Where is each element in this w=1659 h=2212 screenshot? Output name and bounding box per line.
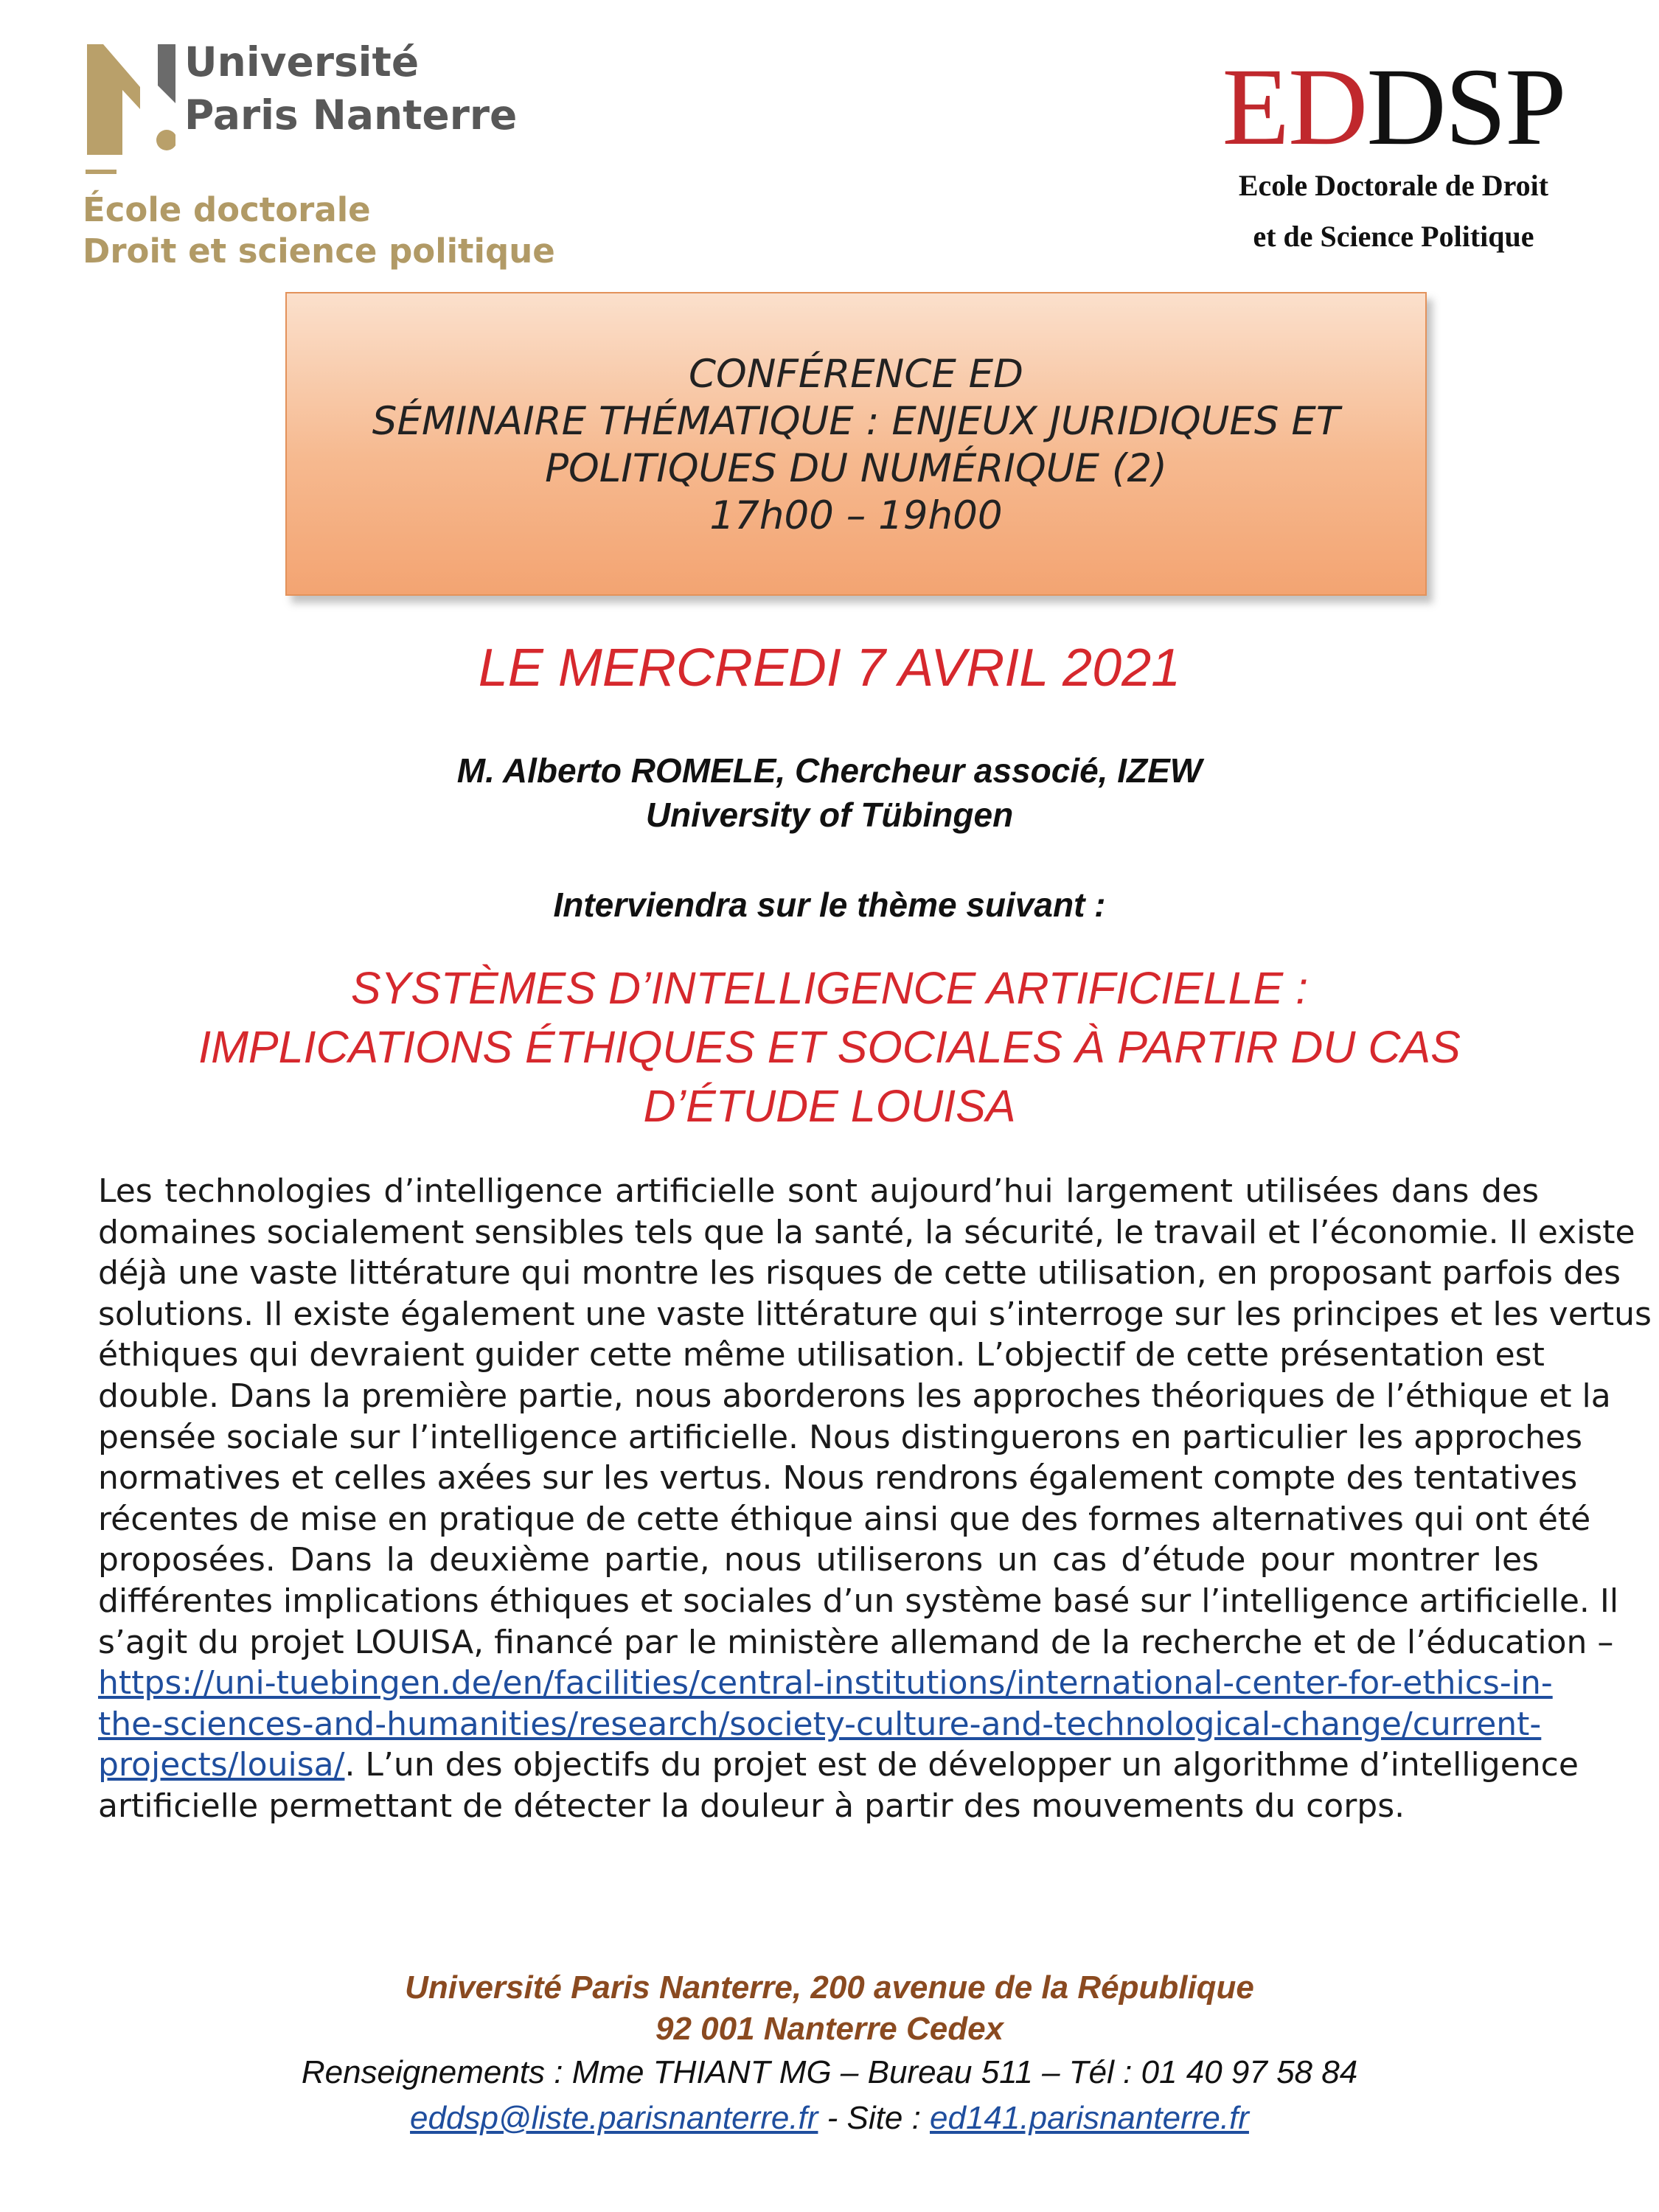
- nanterre-logo-icon: [87, 44, 175, 155]
- louisa-link-line[interactable]: [98, 1704, 1542, 1745]
- eddsp-subtitle-1: Ecole Doctorale de Droit: [1238, 169, 1549, 202]
- logo-divider: [86, 170, 116, 174]
- talk-title: SYSTÈMES D’INTELLIGENCE ARTIFICIELLE : IMPLICATIONS ÉTHIQUES ET SOCIALES À PARTIR DU CAS D’ÉTUDE LOUISA: [198, 963, 1461, 1131]
- eddsp-subtitle-2: et de Science Politique: [1253, 220, 1534, 253]
- conference-box: [285, 292, 1427, 596]
- louisa-project-link[interactable]: the-sciences-and-humanities/research/society-culture-and-technological-change/current-: [98, 1705, 1542, 1743]
- abstract-line: récentes de mise en pratique de cette éthique ainsi que des formes alternatives qui ont été: [98, 1500, 1591, 1538]
- footer-links: [0, 2096, 1659, 2141]
- conference-time: 17h00 – 19h00: [709, 493, 1003, 538]
- conference-line: POLITIQUES DU NUMÉRIQUE (2): [545, 446, 1167, 491]
- site-link[interactable]: ed141.parisnanterre.fr: [930, 2100, 1249, 2136]
- abstract-line: artificielle permettant de détecter la douleur à partir des mouvements du corps.: [98, 1787, 1405, 1825]
- email-link[interactable]: eddsp@liste.parisnanterre.fr: [410, 2100, 818, 2136]
- speaker-block: [0, 748, 1659, 837]
- eddsp-logo: [1202, 46, 1585, 265]
- abstract-line: s’agit du projet LOUISA, financé par le ministère allemand de la recherche et de l’éducation –: [98, 1623, 1614, 1661]
- abstract-line: différentes implications éthiques et sociales d’un système basé sur l’intelligence artificielle. Il: [98, 1582, 1619, 1620]
- abstract-line: normatives et celles axées sur les vertus. Nous rendrons également compte des tentatives: [98, 1459, 1578, 1498]
- doctoral-school-line-2: Droit et science politique: [83, 232, 555, 271]
- abstract-line: déjà une vaste littérature qui montre les risques de cette utilisation, en proposant parfois des: [98, 1254, 1621, 1293]
- footer: [0, 1967, 1659, 2141]
- footer-address: Université Paris Nanterre, 200 avenue de la République: [405, 1969, 1254, 2006]
- abstract-line: solutions. Il existe également une vaste littérature qui s’interroge sur les principes et les vertus: [98, 1295, 1652, 1333]
- abstract-line: Les technologies d’intelligence artificielle sont aujourd’hui largement utilisées dans des: [98, 1172, 1539, 1210]
- conference-line: CONFÉRENCE ED: [689, 352, 1023, 397]
- abstract-line: projects/louisa/. L’un des objectifs du projet est de développer un algorithme d’intelligence: [98, 1746, 1579, 1784]
- theme-intro: Interviendra sur le thème suivant :: [553, 886, 1106, 924]
- footer-contact: Renseignements : Mme THIANT MG – Bureau 511 – Tél : 01 40 97 58 84: [301, 2054, 1358, 2090]
- doctoral-school-line-1: École doctorale: [83, 190, 371, 229]
- abstract-line: domaines socialement sensibles tels que la santé, la sécurité, le travail et l’économie. Il existe: [98, 1213, 1635, 1251]
- louisa-link-line[interactable]: [98, 1663, 1553, 1704]
- conference-line: SÉMINAIRE THÉMATIQUE : ENJEUX JURIDIQUES ET: [372, 399, 1340, 444]
- speaker-affiliation: University of Tübingen: [645, 796, 1014, 834]
- site-label: - Site :: [818, 2100, 931, 2136]
- louisa-project-link[interactable]: https://uni-tuebingen.de/en/facilities/central-institutions/international-center-for-ethics-in-: [98, 1664, 1553, 1703]
- louisa-project-link[interactable]: projects/louisa/: [98, 1746, 345, 1784]
- speaker-name: M. Alberto ROMELE, Chercheur associé, IZEW: [456, 751, 1203, 790]
- footer-address: 92 001 Nanterre Cedex: [655, 2011, 1004, 2047]
- abstract-line: pensée sociale sur l’intelligence artificielle. Nous distinguerons en particulier les approches: [98, 1418, 1583, 1456]
- abstract-line: éthiques qui devraient guider cette même utilisation. L’objectif de cette présentation est: [98, 1336, 1545, 1374]
- eddsp-wordmark: EDDSP: [1222, 46, 1565, 168]
- university-logo: [83, 35, 555, 271]
- abstract-line: proposées. Dans la deuxième partie, nous utiliserons un cas d’étude pour montrer les: [98, 1541, 1539, 1579]
- university-name: Université Paris Nanterre: [184, 38, 518, 139]
- event-date: LE MERCREDI 7 AVRIL 2021: [478, 639, 1181, 698]
- abstract-line: double. Dans la première partie, nous aborderons les approches théoriques de l’éthique et la: [98, 1377, 1611, 1415]
- abstract: [98, 1171, 1652, 1827]
